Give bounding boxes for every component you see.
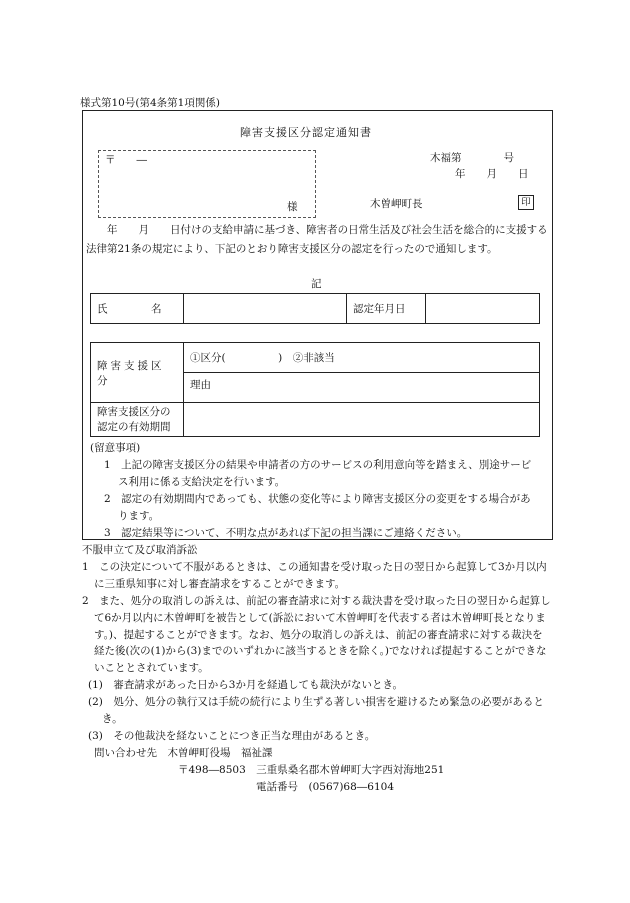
intro-paragraph: 年 月 日付けの支給申請に基づき、障害者の日常生活及び社会生活を総合的に支援する法律第21条の規定により、下記のとおり障害支援区分の認定を行ったので通知します。: [86, 224, 548, 255]
name-value: [184, 294, 347, 324]
note-item: 2 認定の有効期間内であっても、状態の変化等により障害支援区分の変更をする場合があります。: [104, 493, 531, 522]
date-value: [426, 294, 540, 324]
notes-heading: (留意事項): [90, 442, 141, 454]
appeal-paragraph-2: 2 また、処分の取消しの訴えは、前記の審査請求に対する裁決書を受け取った日の翌日から起算して6か月以内に木曽岬町を被告として(訴訟において木曽岬町を代表する者は木曽岬町長となります。)、提起することができます。なお、処分の取消しの訴えは、前記の審査請求に対する裁決を経た後(次の(1)から(3)までのいずれかに該当するときを除く。)でなければ提起することができないこととされています。: [82, 594, 551, 675]
date-label: 認定年月日: [347, 294, 426, 324]
appeal-section: [82, 542, 552, 796]
appeal-sub-item: (2) 処分、処分の執行又は手続の続行により生ずる著しい損害を避けるため緊急の必要があるとき。: [88, 696, 544, 726]
note-item: 3 認定結果等について、不明な点があれば下記の担当課にご連絡ください。: [104, 527, 468, 539]
period-value: [184, 403, 540, 437]
document-number: 木福第 号: [430, 152, 514, 164]
contact-line-3: 電話番号 (0567)68―6104: [256, 780, 394, 793]
addressee-suffix: 様: [287, 201, 298, 213]
period-label: [91, 403, 184, 437]
category-table: [90, 342, 540, 437]
appeal-sub-item: (3) その他裁決を経ないことにつき正当な理由があるとき。: [88, 729, 376, 742]
ki-label: 記: [311, 278, 322, 290]
postal-code-line: 〒 ―: [105, 154, 147, 166]
name-table: [90, 293, 540, 324]
issuer: 木曽岬町長: [370, 198, 423, 210]
name-label: 氏 名: [91, 294, 184, 324]
appeal-sub-item: (1) 審査請求があった日から3か月を経過しても裁決がないとき。: [88, 679, 404, 692]
contact-line-1: 問い合わせ先 木曽岬町役場 福祉課: [94, 746, 273, 759]
period-label-line-1: 障害支援区分の: [97, 405, 171, 418]
form-number: 様式第10号(第4条第1項関係): [80, 97, 220, 109]
notes-section: [90, 440, 540, 542]
reason-label: 理由: [184, 373, 540, 403]
note-item: 1 上記の障害支援区分の結果や申請者の方のサービスの利用意向等を踏まえ、別途サービス利用に係る支給決定を行います。: [104, 459, 532, 488]
period-label-line-2: 認定の有効期間: [97, 420, 171, 433]
contact-line-2: 〒498―8503 三重県桑名郡木曽岬町大字西対海地251: [178, 763, 445, 776]
appeal-heading: 不服申立て及び取消訴訟: [82, 544, 198, 556]
appeal-paragraph-1: 1 この決定について不服があるときは、この通知書を受け取った日の翌日から起算して3か月以内に三重県知事に対し審査請求をすることができます。: [82, 560, 547, 590]
category-label: 障害支援区分: [91, 343, 184, 403]
date-line: 年 月 日: [455, 168, 529, 180]
category-options: ①区分( ) ②非該当: [184, 343, 540, 373]
seal-mark: 印: [518, 195, 534, 210]
document-title: 障害支援区分認定通知書: [240, 126, 372, 139]
